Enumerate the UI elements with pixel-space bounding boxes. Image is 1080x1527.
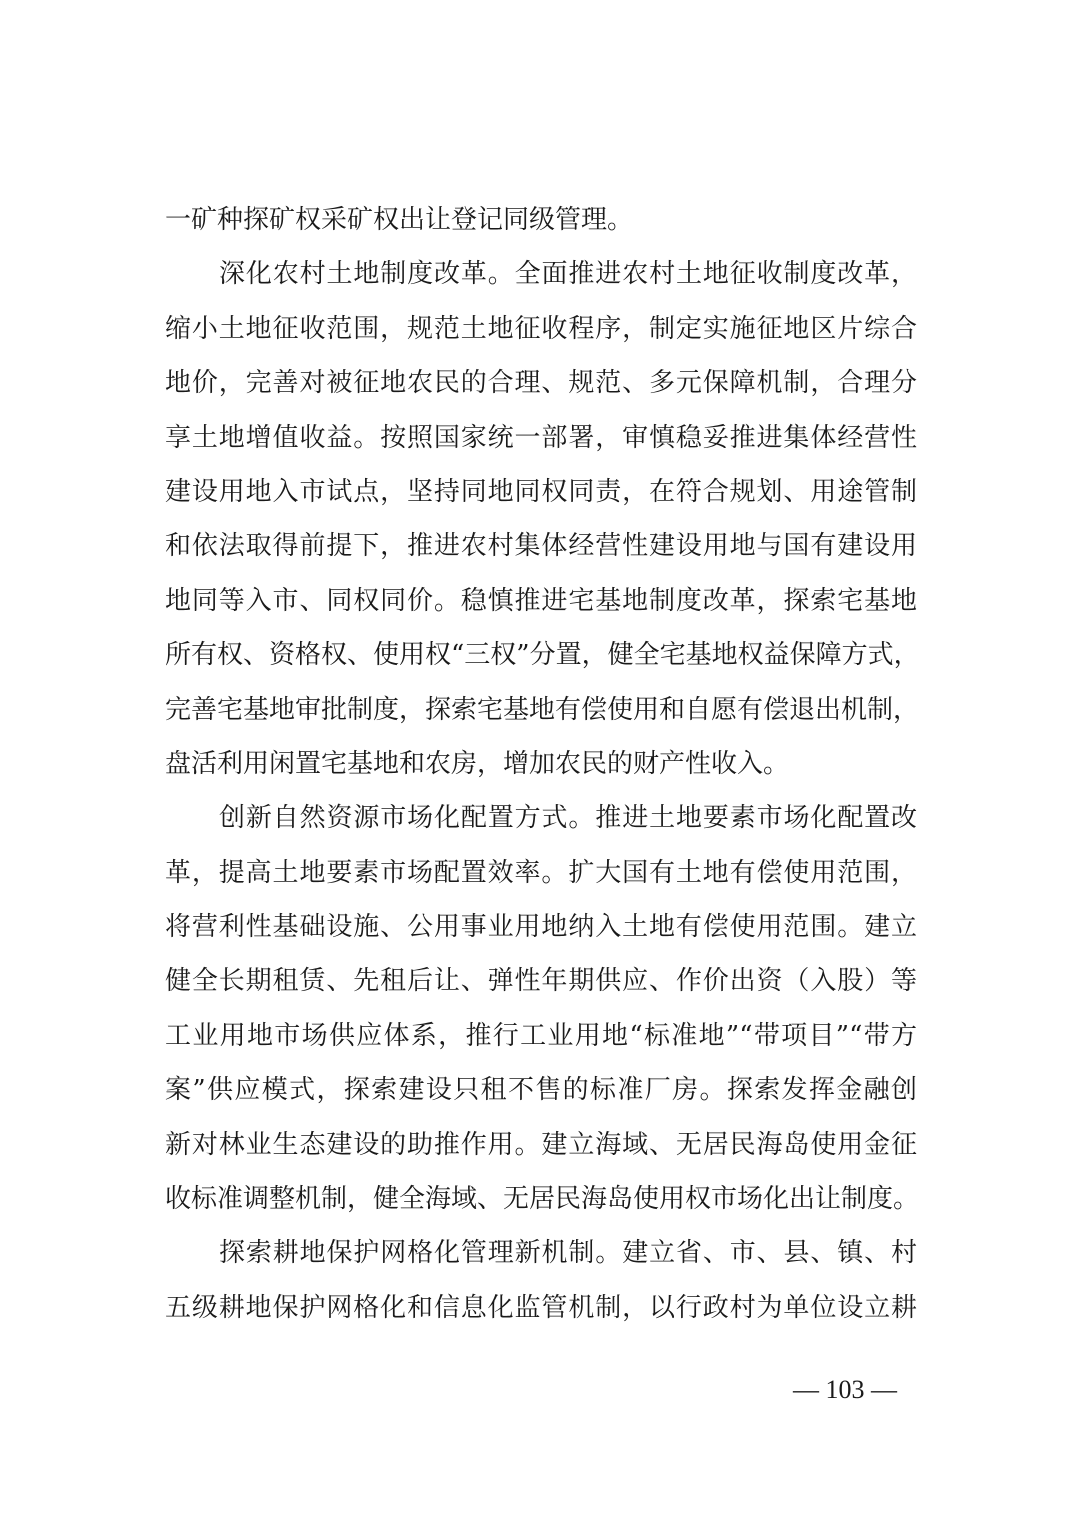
page-number: — 103 — [793, 1375, 897, 1404]
text-line: 案”供应模式，探索建设只租不售的标准厂房。探索发挥金融创 [165, 1075, 917, 1106]
text-line: 所有权、资格权、使用权“三权”分置，健全宅基地权益保障方式， [165, 640, 920, 671]
text-line: 革，提高土地要素市场配置效率。扩大国有土地有偿使用范围， [165, 857, 917, 888]
body-text [165, 193, 920, 1335]
text-line: 收标准调整机制，健全海域、无居民海岛使用权市场化出让制度。 [165, 1184, 920, 1215]
text-line: 一矿种探矿权采矿权出让登记同级管理。 [165, 205, 634, 235]
text-line: 地同等入市、同权同价。稳慎推进宅基地制度改革，探索宅基地 [165, 585, 917, 616]
text-line: 将营利性基础设施、公用事业用地纳入土地有偿使用范围。建立 [165, 912, 917, 943]
text-line: 地价，完善对被征地农民的合理、规范、多元保障机制，合理分 [165, 368, 917, 399]
text-line: 盘活利用闲置宅基地和农房，增加农民的财产性收入。 [165, 748, 790, 779]
text-line: 新对林业生态建设的助推作用。建立海域、无居民海岛使用金征 [165, 1129, 917, 1160]
text-line: 健全长期租赁、先租后让、弹性年期供应、作价出资（入股）等 [165, 966, 917, 997]
text-line: 深化农村土地制度改革。全面推进农村土地征收制度改革， [219, 259, 917, 290]
text-line: 创新自然资源市场化配置方式。推进土地要素市场化配置改 [219, 803, 917, 834]
text-line: 和依法取得前提下，推进农村集体经营性建设用地与国有建设用 [165, 531, 917, 562]
text-line: 完善宅基地审批制度，探索宅基地有偿使用和自愿有偿退出机制， [165, 694, 920, 725]
text-line: 五级耕地保护网格化和信息化监管机制，以行政村为单位设立耕 [165, 1292, 917, 1323]
text-line: 缩小土地征收范围，规范土地征收程序，制定实施征地区片综合 [165, 313, 917, 344]
text-line: 建设用地入市试点，坚持同地同权同责，在符合规划、用途管制 [165, 476, 917, 507]
text-line: 探索耕地保护网格化管理新机制。建立省、市、县、镇、村 [219, 1238, 917, 1269]
text-line: 享土地增值收益。按照国家统一部署，审慎稳妥推进集体经营性 [165, 422, 917, 453]
text-line: 工业用地市场供应体系，推行工业用地“标准地”“带项目”“带方 [165, 1020, 917, 1051]
